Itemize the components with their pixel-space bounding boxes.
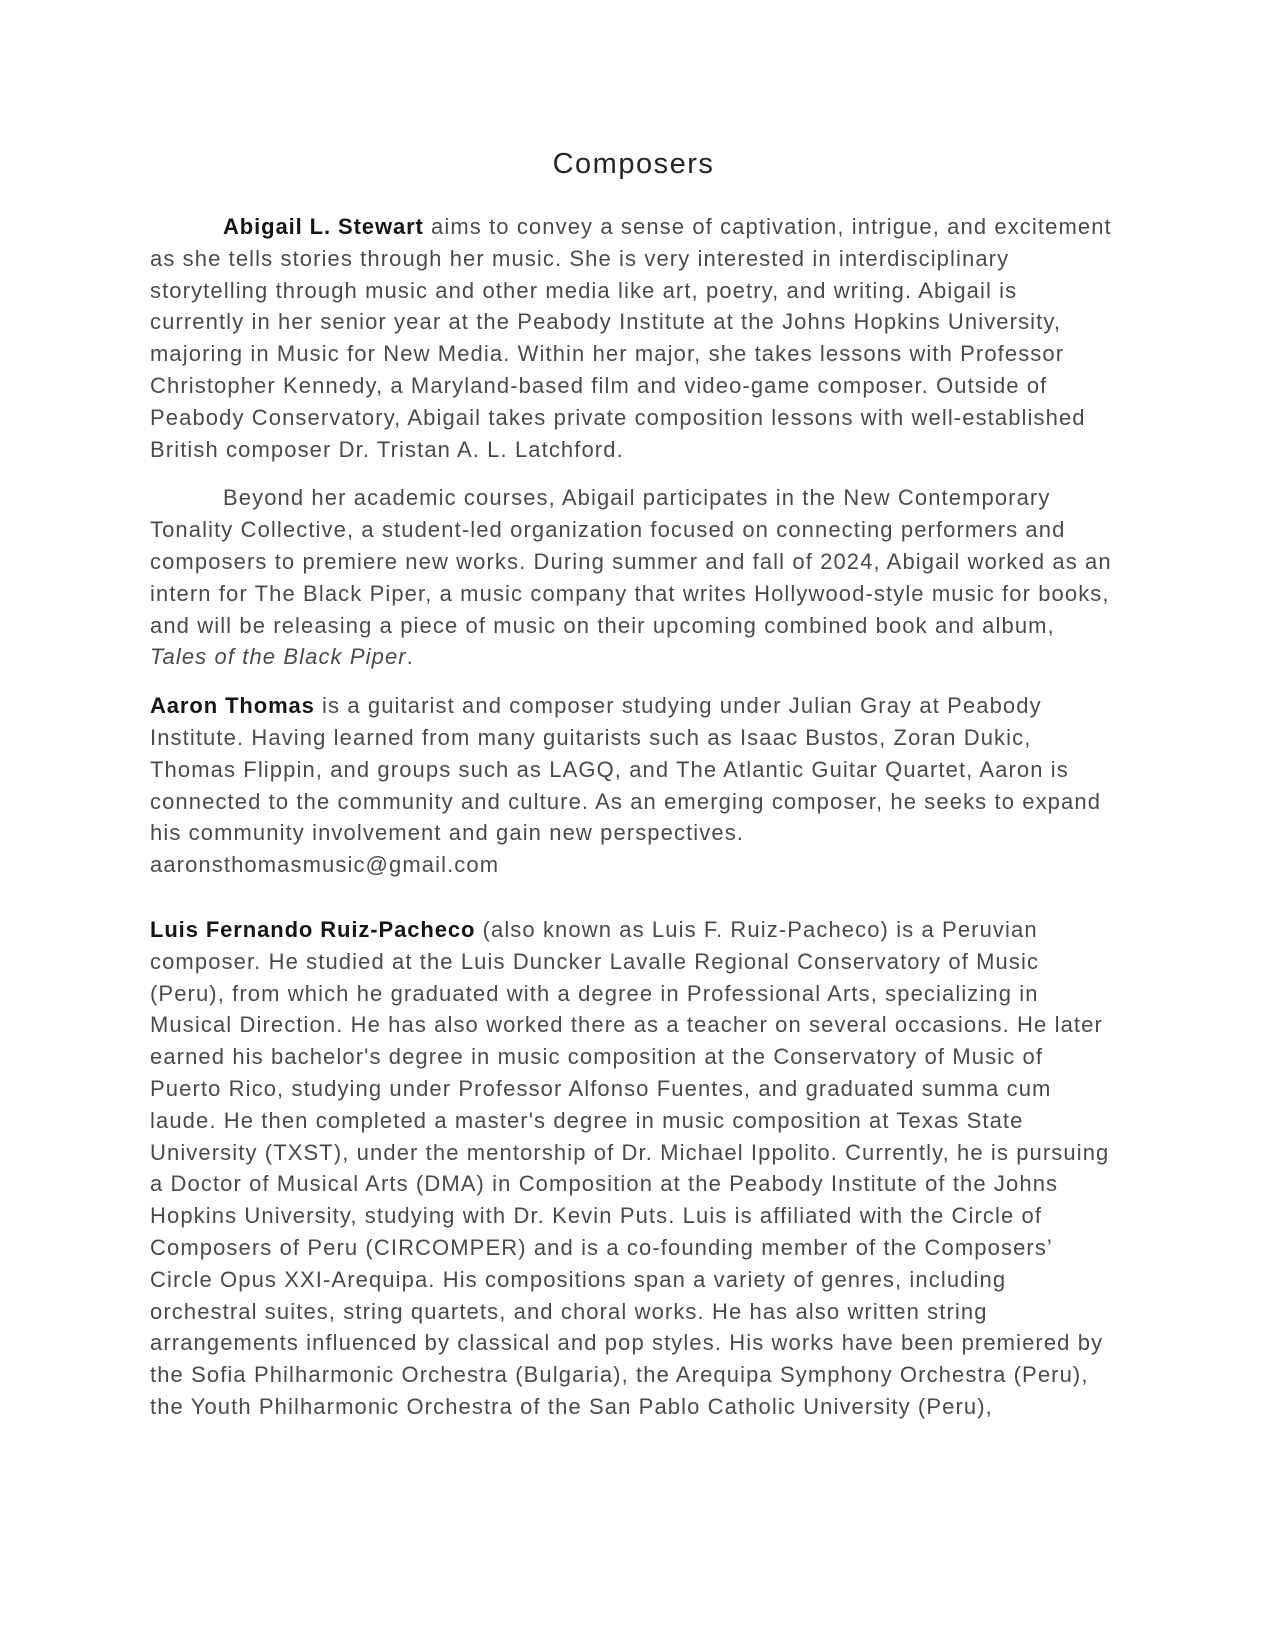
text-segment: aims to convey a sense of captivation, intrigue, and excitement as she tells stories through her music. She is very interested in interdisciplinary storytelling through music and other media like art, poetry, and writing. Abigail is currently in her senior year at the Peabody Institute at the Johns Hopkins University, majoring in Music for New Media. Within her major, she takes lessons with Professor Christopher Kennedy, a Maryland-based film and video-game composer. Outside of Peabody Conservatory, Abigail takes private composition lessons with well-established British composer Dr. Tristan A. L. Latchford. (150, 214, 1112, 462)
composer-name-abigail: Abigail L. Stewart (223, 214, 424, 239)
email-text: aaronsthomasmusic@gmail.com (150, 852, 500, 878)
bio-luis-ruiz-pacheco (150, 914, 1117, 1423)
text-segment: (also known as Luis F. Ruiz-Pacheco) is a Peruvian composer. He studied at the Luis Duncker Lavalle Regional Conservatory of Music (Peru), from which he graduated with a degree in Professional Arts, specializing in Musical Direction. He has also worked there as a teacher on several occasions. He later earned his bachelor's degree in music composition at the Conservatory of Music of Puerto Rico, studying under Professor Alfonso Fuentes, and graduated summa cum laude. He then completed a master's degree in music composition at Texas State University (TXST), under the mentorship of Dr. Michael Ippolito. Currently, he is pursuing a Doctor of Musical Arts (DMA) in Composition at the Peabody Institute of the Johns Hopkins University, studying with Dr. Kevin Puts. Luis is affiliated with the Circle of Composers of Peru (CIRCOMPER) and is a co-founding member of the Composers’ Circle Opus XXI-Arequipa. His compositions span a variety of genres, including orchestral suites, string quartets, and choral works. He has also written string arrangements influenced by classical and pop styles. His works have been premiered by the Sofia Philharmonic Orchestra (Bulgaria), the Arequipa Symphony Orchestra (Peru), the Youth Philharmonic Orchestra of the San Pablo Catholic University (Peru), (150, 916, 1110, 1419)
text-segment: Beyond her academic courses, Abigail participates in the New Contemporary Tonality Collective, a student-led organization focused on connecting performers and composers to premiere new works. During summer and fall of 2024, Abigail worked as an intern for The Black Piper, a music company that writes Hollywood-style music for books, and will be releasing a piece of music on their upcoming combined book and album, (150, 485, 1112, 638)
text-segment: . (406, 644, 414, 670)
composer-name-aaron: Aaron Thomas (150, 693, 315, 719)
bio-abigail-stewart (150, 211, 1117, 465)
bio-aaron-thomas (150, 690, 1117, 881)
bio-abigail-stewart-continued (150, 482, 1117, 673)
book-title: Tales of the Black Piper (150, 644, 407, 670)
composer-name-luis: Luis Fernando Ruiz-Pacheco (150, 916, 476, 942)
document-body (150, 211, 1117, 1423)
text-segment: is a guitarist and composer studying under Julian Gray at Peabody Institute. Having learned from many guitarists such as Isaac Bustos, Zoran Dukic, Thomas Flippin, and groups such as LAGQ, and The Atlantic Guitar Quartet, Aaron is connected to the community and culture. As an emerging composer, he seeks to expand his community involvement and gain new perspectives. (150, 693, 1102, 846)
page-title: Composers (552, 148, 715, 180)
